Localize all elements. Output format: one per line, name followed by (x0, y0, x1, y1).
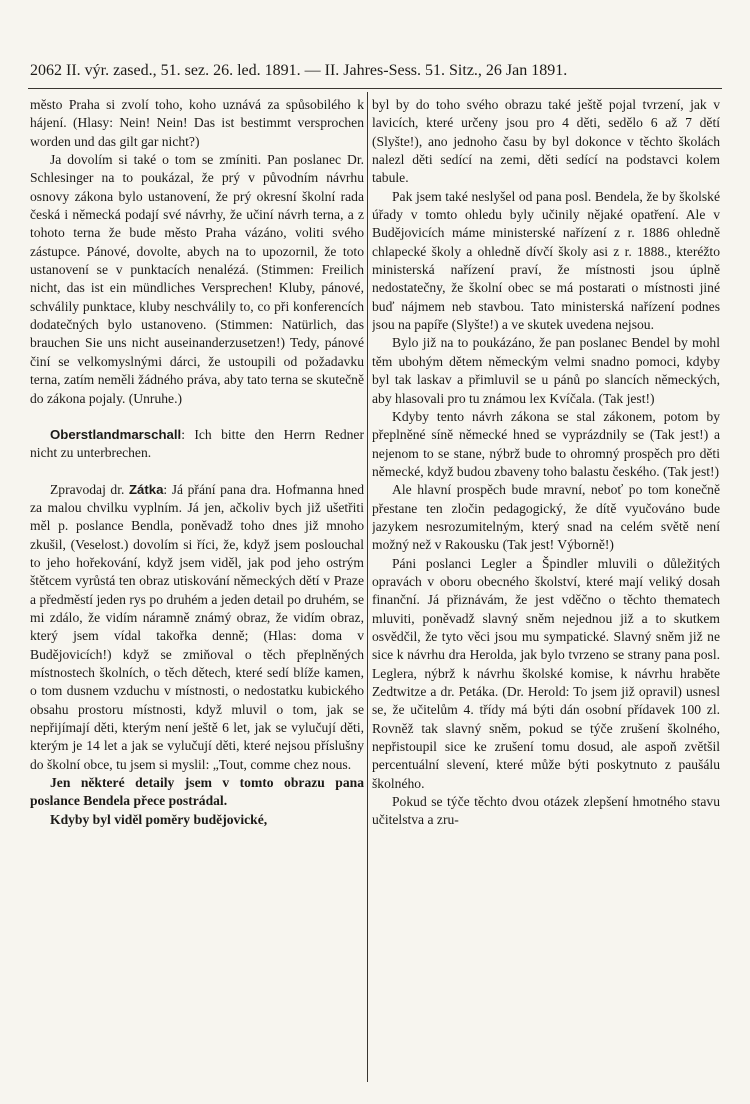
speaker-name: Oberstlandmarschall (50, 426, 182, 442)
paragraph: byl by do toho svého obrazu také ještě pojal tvrzení, jak v lavicích, které určeny jsou pro 4 děti, sedělo 6 až 7 dětí (Slyšte!), ano jednoho času by byl dokonce v těchto školách nalezl děti sedící na zemi, děti sedící na podstavci kolem tabule. (372, 97, 720, 186)
paragraph: Kdyby tento návrh zákona se stal zákonem, potom by přeplněné síně německé hned se vyprázdnily se (Tak jest!) a nejenom to se stane, nýbrž bude to ohromný prospěch pro děti německé, když budou zbaveny toho balastu českého. (Tak jest!) (372, 408, 720, 479)
paragraph: město Praha si zvolí toho, koho uznává za spůsobilého k hájení. (Hlasy: Nein! Nein! Das ist bestimmt versprochen worden und das gilt gar nicht?) (30, 97, 364, 149)
speaker-text: : Já přání pana dra. Hofmanna hned za malou chvilku vyplním. Já jen, ačkoliv bych již ušetřiti měl p. poslance Bendla, poněvadž toho dnes již mnoho zkušil, (Veselost.) dovolím si říci, že, když jsem poslouchal to jeho hořekování, když jsem viděl, jak pod jeho ostrým štětcem vyrůstá ten obraz utiskování německých dětí v Praze a předměstí jeden rys po druhém a jeden detail po druhém, se mi zdálo, že vidím náramně známý obraz, že vidím obraz, který jsem vídal takořka denně; (Hlas: doma v Budějovicích!) když se zmiňoval o těch přeplněných místnostech školních, o těch dětech, které sedí blíže kamen, o tom dusnem vzduchu v místnosti, o nedostatku kubického obsahu prostoru místnosti, když mluvil o tom, jak se nepřijímají děti, kterým není ještě 6 let, jak se vylučují děti, kterým je 14 let a jak se vylučují děti, které nejsou příslušny do školní obce, tu jsem si myslil: „Tout, comme chez nous. (30, 481, 364, 772)
paragraph: Ale hlavní prospěch bude mravní, neboť po tom konečně přestane ten zločin pedagogický, že dítě vyučováno bude jazykem nesrozumitelným, který snad na celém světě není možný než v Rakousku (Tak jest! Výborně!) (372, 482, 720, 553)
paragraph: Ja dovolím si také o tom se zmíniti. Pan poslanec Dr. Schlesinger na to poukázal, že prý v původním návrhu osnovy zákona bylo ustanovení, že prý okresní školní rada česká i německá podají své návrhy, že učiní návrh terna, a z tohoto terna že bude město Praha vázáno, voliti svého zástupce. Pánové, dovolte, abych na to upozornil, že toto ustanovení se v punktacích nenalézá. (Stimmen: Freilich nicht, das ist ein mündliches Versprechen! Kluby, pánové, schválily punktace, kluby neschválily to, co při konferencích dodatečných bylo ustanoveno. (Stimmen: Natürlich, das brauchen Sie uns nicht auseinanderzusetzen!) Tedy, pánové činí se velkomyslnými dárci, že ustoupili od požadavku terna, zatím neměli žádného práva, aby tato terna se skutečně do zákona pojaly. (Unruhe.) (30, 152, 364, 406)
speaker-paragraph (30, 481, 364, 775)
paragraph: Pak jsem také neslyšel od pana posl. Bendela, že by školské úřady v tomto ohledu byly učinily nějaké opatření. Ale v Budějovicích máme ministerské nařízení z r. 1886 ohledně chlapecké školy a ohledně dívčí školy asi z r. 1888., kteréžto ministerská nařízení praví, že místnosti jsou úplně nedostatečny, že školní obec se má postarati o místnosti jiné buď nájmem neb stavbou. Tato ministerská nařízení podnes jsou na papíře (Slyšte!) a ve skutek uvedena nejsou. (372, 188, 720, 333)
paragraph: Pokud se týče těchto dvou otázek zlepšení hmotného stavu učitelstva a zru- (372, 794, 720, 828)
speaker-prefix: Zpravodaj dr. (50, 481, 129, 497)
speaker-text: : Ich bitte den Herrn Redner nicht zu unterbrechen. (30, 426, 364, 461)
left-column (30, 96, 364, 829)
paragraph: Jen některé detaily jsem v tomto obrazu pana poslance Bendela přece postrádal. (30, 775, 364, 809)
paragraph: Páni poslanci Legler a Špindler mluvili o důležitých opravách v oboru obecného školství, které mají veliký dosah finanční. Já přiznávám, že jest vděčno o těchto thematech mluviti, poněvadž slavný sněm nejednou již a to skutkem osvědčil, že tyto věci jsou mu sympatické. Slavný sněm již ne sice k návrhu dra Herolda, jak bylo tvrzeno se strany pana posl. Leglera, nýbrž k návrhu školské komise, k návrhu hraběte Zedtwitze a dr. Petáka. (Dr. Herold: To jsem již opravil) usnesl se, že učitelům 4. třídy má býti dán osobní přídavek 100 zl. Rovněž tak slavný sněm, pokud se týče zrušení školného, nepřistoupil sice ke zrušení tomu dosud, ale aspoň zvětšil percentuální slevení, které může býti poskytnuto z paušálu školného. (372, 555, 720, 791)
speaker-name: Zátka (128, 481, 164, 497)
column-divider (367, 92, 368, 1082)
header-rule (28, 88, 722, 89)
paragraph: Kdyby byl viděl poměry budějovické, (50, 811, 268, 827)
speaker-paragraph (30, 426, 364, 463)
right-column (372, 96, 720, 830)
paragraph: Bylo již na to poukázáno, že pan poslanec Bendel by mohl těm ubohým dětem německým velmi snadno pomoci, kdyby byl tak laskav a přimluvil se u pánů po slancích německých, aby hlasovali pro tu známou lex Kvíčala. (Tak jest!) (372, 335, 720, 406)
page-header: 2062 II. výr. zased., 51. sez. 26. led. 1891. — II. Jahres-Sess. 51. Sitz., 26 Jan 1891. (30, 62, 568, 79)
